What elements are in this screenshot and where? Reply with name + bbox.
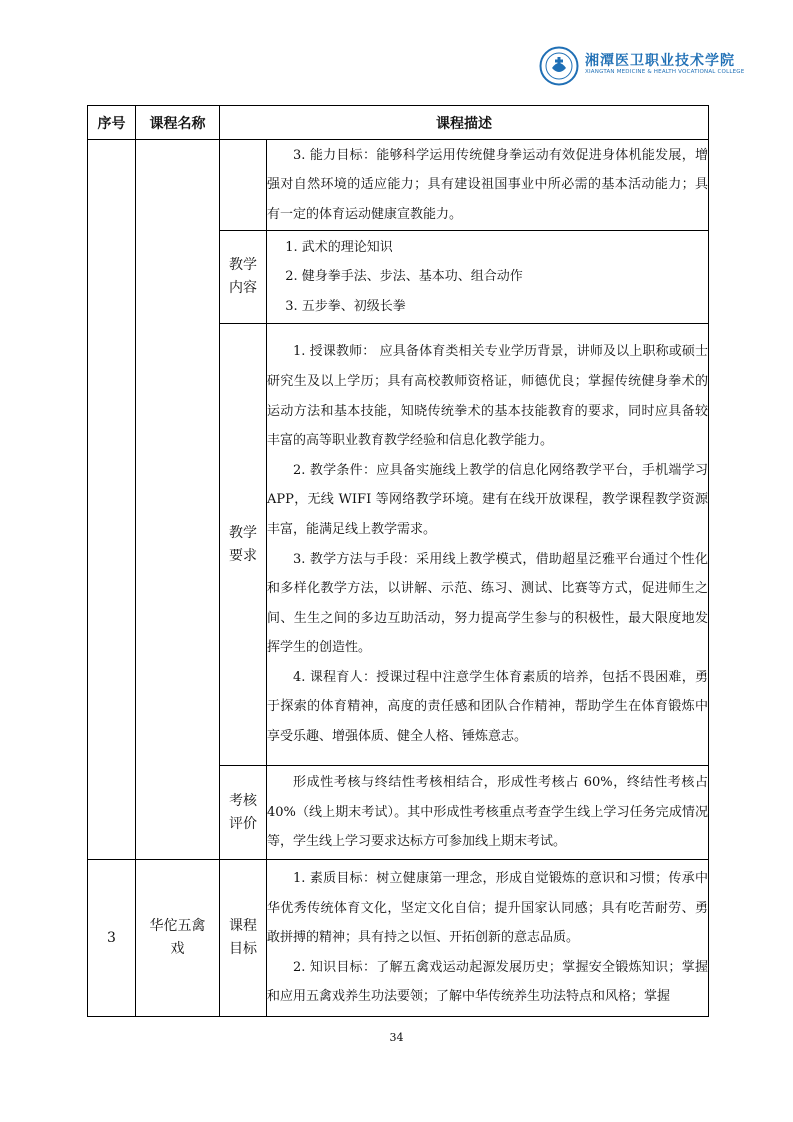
desc-cell <box>267 231 709 324</box>
cat-label: 考核 <box>229 792 257 809</box>
desc-cell <box>267 324 709 766</box>
desc-paragraph: 4. 课程育人：授课过程中注意学生体育素质的培养，包括不畏困难，勇于探索的体育精神，高度的责任感和团队合作精神，帮助学生在体育锻炼中享受乐趣、增强体质、健全人格、锤炼意志。 <box>267 669 708 745</box>
cat-label: 要求 <box>229 547 257 564</box>
desc-paragraph: 1. 素质目标：树立健康第一理念，形成自觉锻炼的意识和习惯；传承中华优秀传统体育文化，坚定文化自信；提升国家认同感；具有吃苦耐劳、勇敢拼搏的精神；具有持之以恒、开拓创新的意志品质。 <box>267 871 708 946</box>
cat-label: 课程 <box>229 918 257 934</box>
desc-paragraph: 1. 授课教师： 应具备体育类相关专业学历背景，讲师及以上职称或硕士研究生及以上学历；具有高校教师资格证，师德优良；掌握传统健身拳术的运动方法和基本技能，知晓传统拳术的基本技能教育的要求，同时应具备较丰富的高等职业教育教学经验和信息化教学能力。 <box>267 344 708 449</box>
cat-cell <box>220 324 267 766</box>
school-logo <box>539 46 745 86</box>
desc-cell <box>267 140 709 231</box>
desc-paragraph: 形成性考核与终结性考核相结合，形成性考核占 60%，终结性考核占 40%（线上期末考试）。其中形成性考核重点考查学生线上学习任务完成情况等，学生线上学习要求达标方可参加线上期末考试。 <box>267 775 708 850</box>
school-name-en: XIANGTAN MEDICINE & HEALTH VOCATIONAL COLLEGE <box>585 69 745 75</box>
header-no: 序号 <box>88 106 136 140</box>
cat-label: 目标 <box>229 941 257 957</box>
desc-paragraph: 3. 能力目标：能够科学运用传统健身拳运动有效促进身体机能发展，增强对自然环境的适应能力；具有建设祖国事业中所必需的基本活动能力；具有一定的体育运动健康宣教能力。 <box>267 147 708 222</box>
cat-label: 内容 <box>229 280 257 296</box>
cat-cell <box>220 140 267 231</box>
row-course-cell <box>136 140 220 860</box>
row-course-cell <box>136 860 220 1017</box>
cat-label: 教学 <box>229 257 257 273</box>
desc-cell <box>267 860 709 1017</box>
school-seal-icon <box>539 46 579 86</box>
page-number: 34 <box>389 1031 404 1044</box>
list-item: 2. 健身拳手法、步法、基本功、组合动作 <box>285 269 523 285</box>
table-row <box>88 140 709 231</box>
desc-paragraph: 2. 知识目标：了解五禽戏运动起源发展历史；掌握安全锻炼知识；掌握和应用五禽戏养生功法要领；了解中华传统养生功法特点和风格；掌握 <box>267 959 708 1005</box>
header-row <box>88 106 709 140</box>
course-table <box>87 105 709 1017</box>
row-no-cell <box>88 140 136 860</box>
cat-cell <box>220 860 267 1017</box>
desc-paragraph: 2. 教学条件：应具备实施线上教学的信息化网络教学平台，手机端学习 APP，无线 WIFI 等网络教学环境。建有在线开放课程，教学课程教学资源丰富，能满足线上教学需求。 <box>267 462 708 537</box>
cat-cell <box>220 231 267 324</box>
table-row <box>88 860 709 1017</box>
cat-label: 教学 <box>229 524 257 541</box>
header-desc: 课程描述 <box>220 106 709 140</box>
course-name: 华佗五禽 <box>149 918 206 934</box>
list-item: 3. 五步拳、初级长拳 <box>285 298 406 314</box>
row-no-cell: 3 <box>88 860 136 1017</box>
school-name: 湘潭医卫职业技术学院 <box>585 53 735 69</box>
header-course: 课程名称 <box>136 106 220 140</box>
list-item: 1. 武术的理论知识 <box>285 239 393 255</box>
cat-cell <box>220 766 267 860</box>
desc-paragraph: 3. 教学方法与手段：采用线上教学模式，借助超星泛雅平台通过个性化和多样化教学方法，以讲解、示范、练习、测试、比赛等方式，促进师生之间、生生之间的多边互助活动，努力提高学生参与的积极性，最大限度地发挥学生的创造性。 <box>267 551 708 656</box>
course-name: 戏 <box>170 941 185 957</box>
desc-cell <box>267 766 709 860</box>
cat-label: 评价 <box>229 815 257 832</box>
